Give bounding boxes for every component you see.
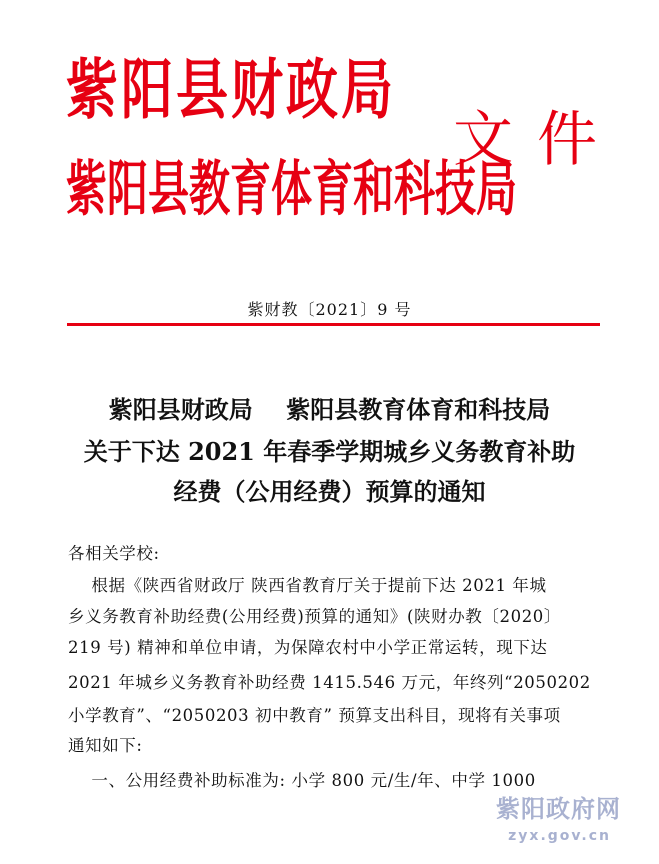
watermark-url: zyx.gov.cn (508, 828, 611, 844)
red-divider (67, 323, 600, 326)
watermark-site-name: 紫阳政府网 (496, 795, 621, 823)
title-line-1: 紫阳县财政局 紫阳县教育体育和科技局 (108, 395, 551, 424)
document-number: 紫财教〔2021〕9 号 (247, 300, 412, 319)
body-line: 2021 年城乡义务教育补助经费 1415.546 万元，年终列“2050202 (68, 673, 591, 692)
title-line-2: 关于下达 2021 年春季学期城乡义务教育补助 (83, 437, 576, 466)
body-line: 乡义务教育补助经费(公用经费)预算的通知》(陕财办教〔2020〕 (68, 607, 562, 626)
body-line: 小学教育”、“2050203 初中教育” 预算支出科目，现将有关事项 (68, 706, 561, 725)
document-label: 文件 (453, 105, 621, 175)
body-line: 一、公用经费补助标准为: 小学 800 元/生/年、中学 1000 (68, 771, 536, 790)
issuer-name-finance-bureau: 紫阳县财政局 (66, 53, 397, 128)
body-line: 通知如下: (68, 736, 143, 755)
body-line: 根据《陕西省财政厅 陕西省教育厅关于提前下达 2021 年城 (68, 576, 547, 595)
body-line-salutation: 各相关学校: (68, 544, 160, 563)
title-line-3: 经费（公用经费）预算的通知 (173, 477, 486, 506)
issuer-name-education-bureau: 紫阳县教育体育和科技局 (66, 154, 517, 224)
body-line: 219 号) 精神和单位申请，为保障农村中小学正常运转，现下达 (68, 638, 548, 657)
